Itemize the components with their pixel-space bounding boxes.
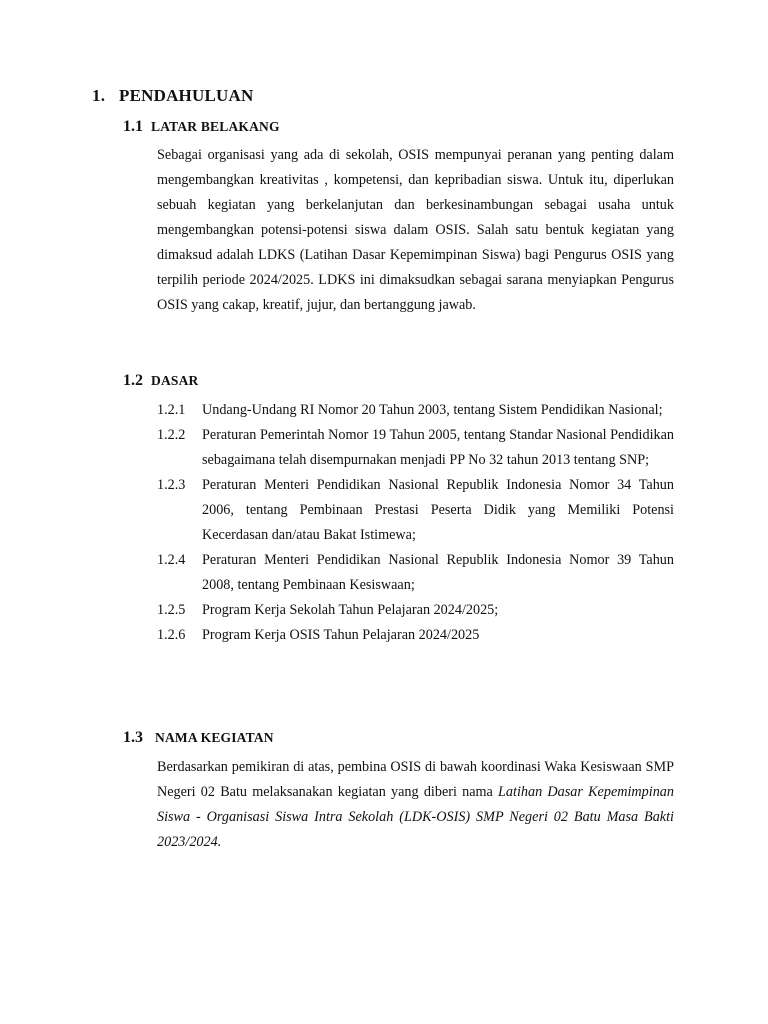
list-item-text: Peraturan Menteri Pendidikan Nasional Republik Indonesia Nomor 34 Tahun 2006, tentang Pembinaan Prestasi Peserta Didik yang Memiliki Potensi Kecerdasan dan/atau Bakat Istimewa;	[202, 477, 674, 543]
section-heading	[92, 86, 253, 106]
list-item	[157, 548, 674, 598]
list-item-number: 1.2.1	[157, 402, 186, 418]
list-item	[157, 473, 674, 548]
list-item-number: 1.2.4	[157, 552, 186, 568]
list-item	[157, 398, 674, 423]
list-item-text: Peraturan Menteri Pendidikan Nasional Republik Indonesia Nomor 39 Tahun 2008, tentang Pembinaan Kesiswaan;	[202, 552, 674, 593]
subheading-dasar	[123, 372, 199, 390]
list-item	[157, 598, 674, 623]
dasar-list	[157, 398, 674, 648]
subheading-number: 1.1	[123, 118, 143, 135]
subheading-nama-kegiatan	[123, 729, 274, 747]
list-item-number: 1.2.5	[157, 602, 186, 618]
nama-kegiatan-text: Berdasarkan pemikiran di atas, pembina OSIS di bawah koordinasi Waka Kesiswaan SMP Negeri 02 Batu melaksanakan kegiatan yang diberi nama	[157, 759, 674, 800]
subheading-number: 1.2	[123, 372, 143, 389]
list-item-number: 1.2.2	[157, 427, 186, 443]
section-title: PENDAHULUAN	[119, 86, 254, 105]
section-number: 1.	[92, 86, 106, 105]
list-item-number: 1.2.6	[157, 627, 186, 643]
nama-kegiatan-italic-text: Latihan Dasar Kepemimpinan Siswa - Organisasi Siswa Intra Sekolah (LDK-OSIS) SMP Negeri 02 Batu Masa Bakti 2023/2024.	[157, 784, 674, 850]
list-item-text: Undang-Undang RI Nomor 20 Tahun 2003, tentang Sistem Pendidikan Nasional;	[202, 402, 663, 418]
subheading-title: NAMA KEGIATAN	[155, 730, 274, 745]
nama-kegiatan-paragraph	[157, 755, 674, 855]
list-item-text: Peraturan Pemerintah Nomor 19 Tahun 2005, tentang Standar Nasional Pendidikan sebagaimana telah disempurnakan menjadi PP No 32 tahun 2013 tentang SNP;	[202, 427, 674, 468]
subheading-title: DASAR	[151, 373, 199, 388]
subheading-number: 1.3	[123, 729, 143, 746]
list-item-text: Program Kerja OSIS Tahun Pelajaran 2024/2025	[202, 627, 480, 643]
subheading-title: LATAR BELAKANG	[151, 119, 280, 134]
list-item-number: 1.2.3	[157, 477, 186, 493]
latar-belakang-paragraph: Sebagai organisasi yang ada di sekolah, OSIS mempunyai peranan yang penting dalam mengembangkan kreativitas , kompetensi, dan kepribadian siswa. Untuk itu, diperlukan sebuah kegiatan yang berkelanjutan dan berkesinambungan sebagai usaha untuk mengembangkan potensi-potensi siswa dalam OSIS. Salah satu bentuk kegiatan yang dimaksud adalah LDKS (Latihan Dasar Kepemimpinan Siswa) bagi Pengurus OSIS yang terpilih periode 2024/2025. LDKS ini dimaksudkan sebagai sarana menyiapkan Pengurus OSIS yang cakap, kreatif, jujur, dan bertanggung jawab.	[157, 147, 674, 313]
list-item	[157, 623, 674, 648]
subheading-latar-belakang	[123, 118, 280, 136]
list-item	[157, 423, 674, 473]
list-item-text: Program Kerja Sekolah Tahun Pelajaran 2024/2025;	[202, 602, 499, 618]
